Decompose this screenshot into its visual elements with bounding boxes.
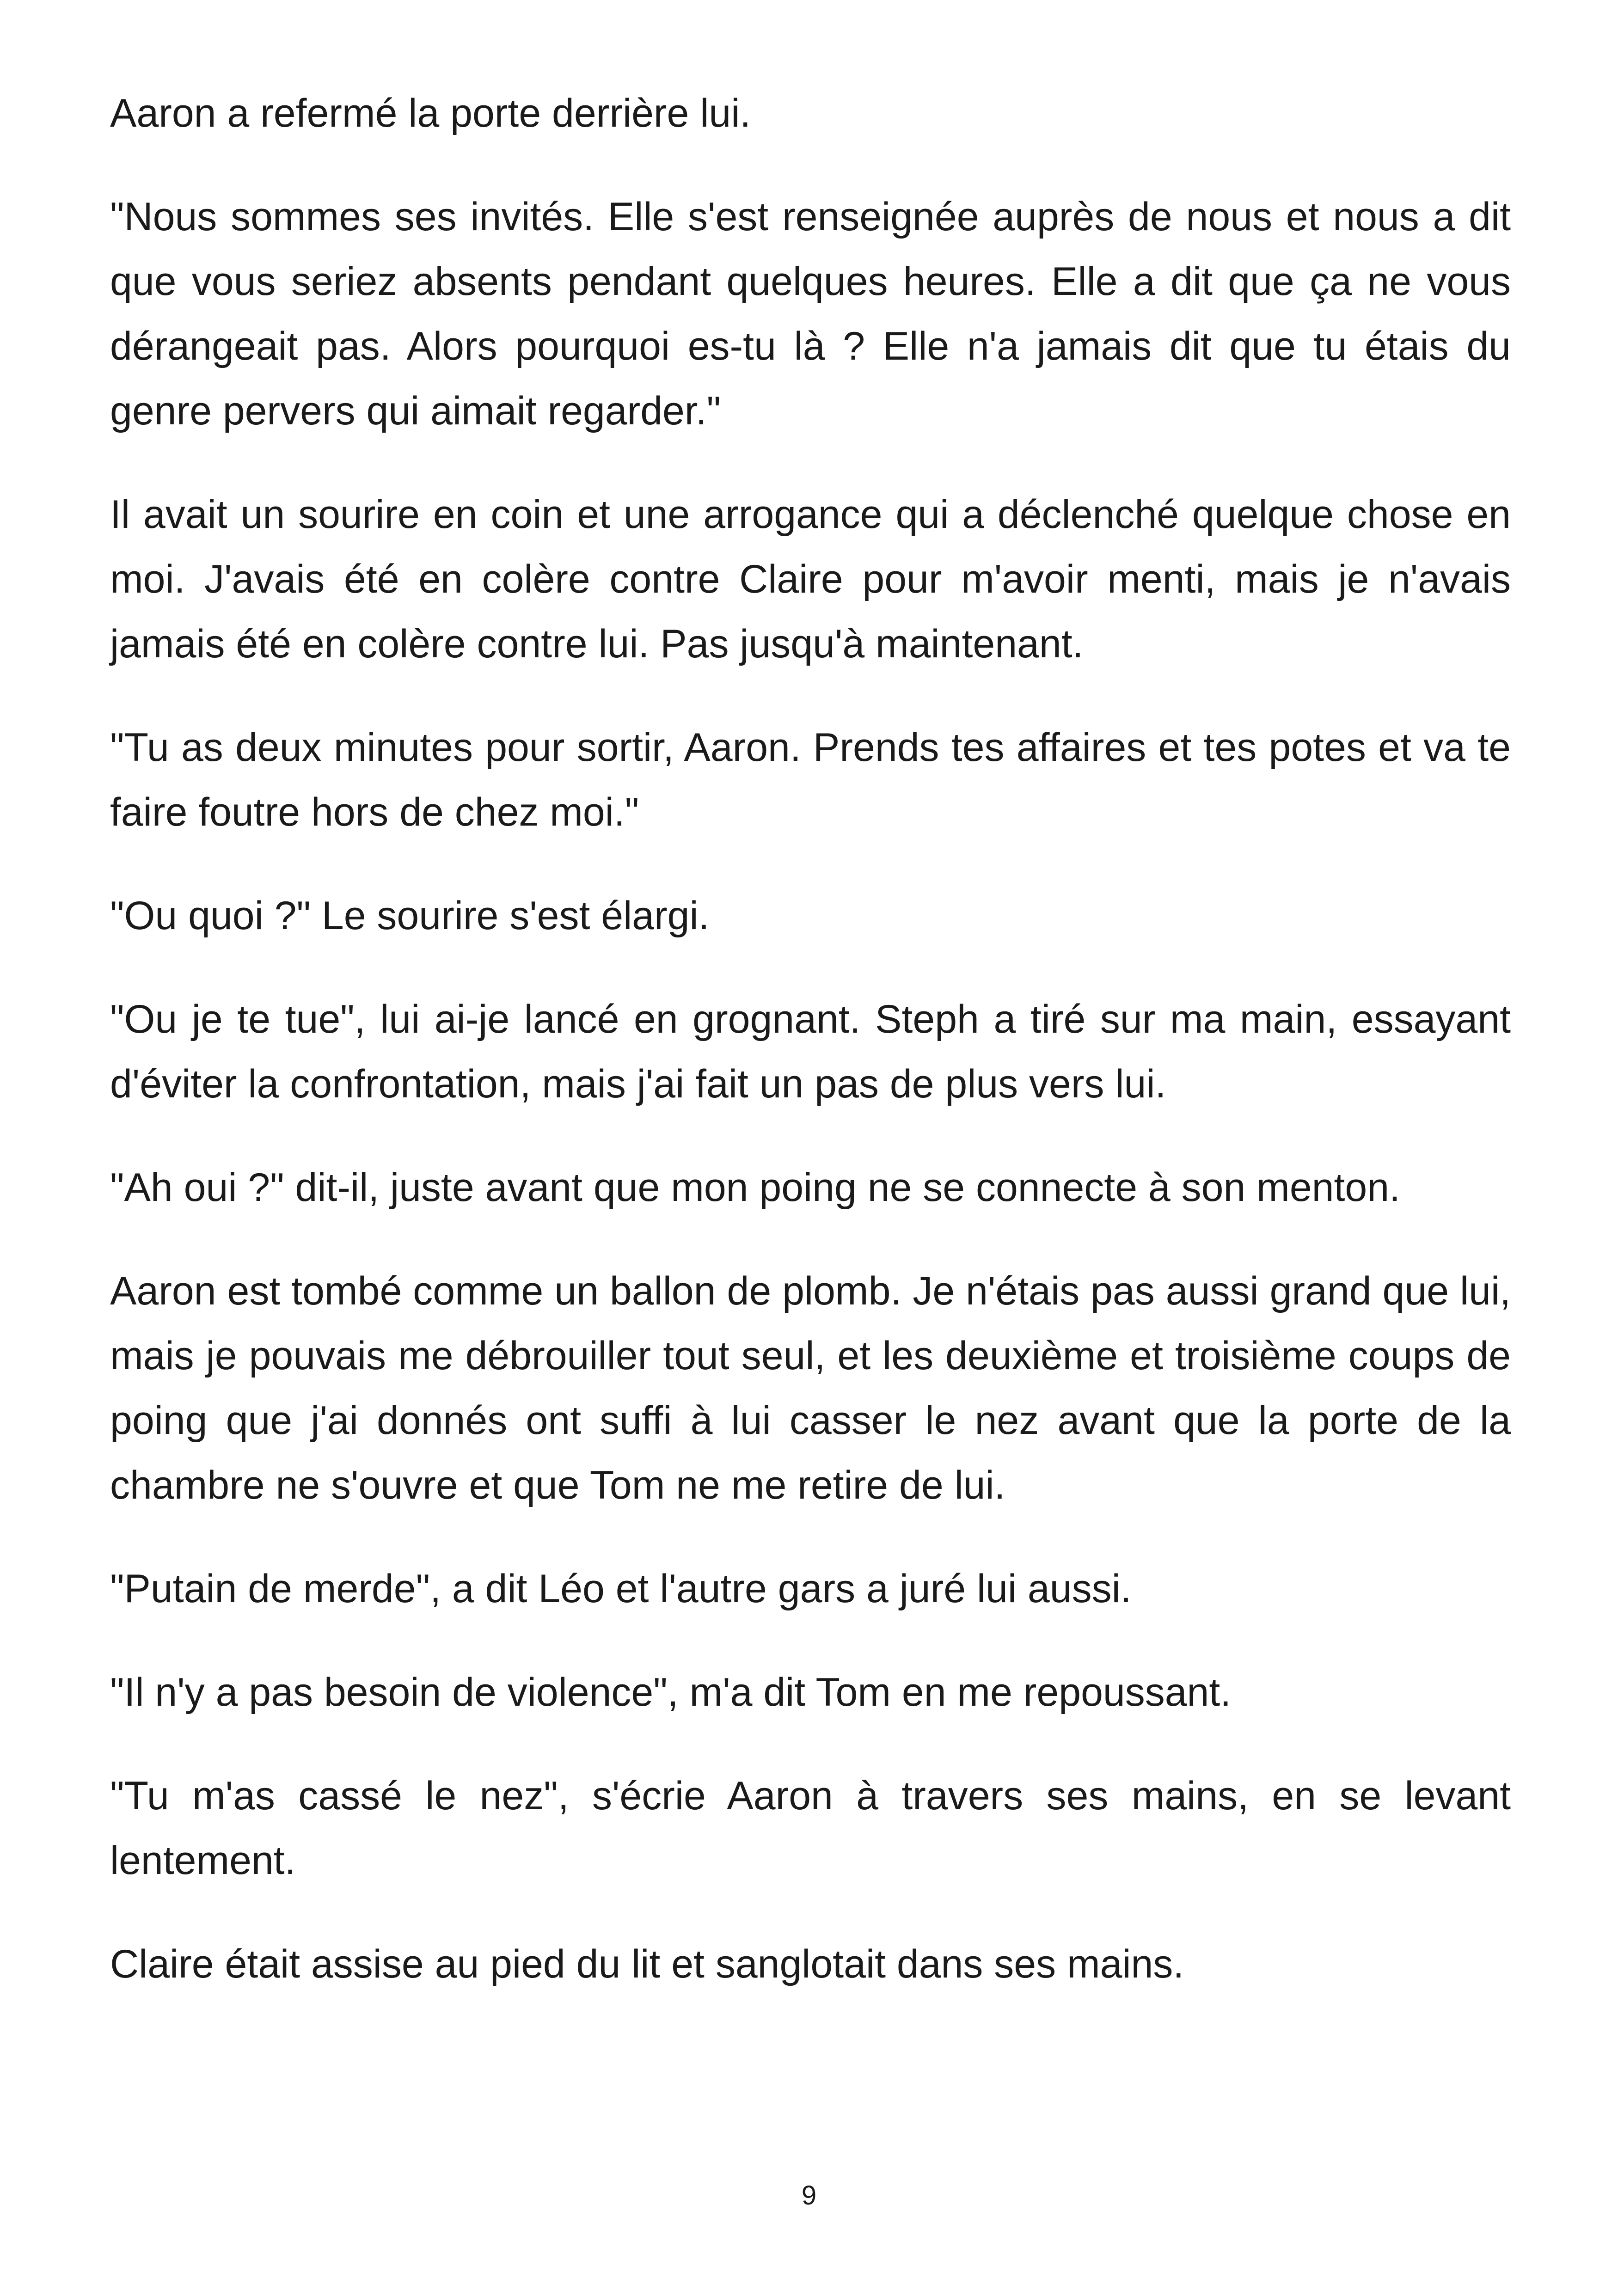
- paragraph-7: "Ah oui ?" dit-il, juste avant que mon poing ne se connecte à son menton.: [110, 1165, 1400, 1210]
- paragraph-1: Aaron a refermé la porte derrière lui.: [110, 91, 751, 135]
- paragraph-6: "Ou je te tue", lui ai-je lancé en grognant. Steph a tiré sur ma main, essayant d'éviter la confrontation, mais j'ai fait un pas de plus vers lui.: [110, 997, 1511, 1106]
- paragraph-10: "Il n'y a pas besoin de violence", m'a dit Tom en me repoussant.: [110, 1670, 1232, 1714]
- paragraph-3: Il avait un sourire en coin et une arrogance qui a déclenché quelque chose en moi. J'avais été en colère contre Claire pour m'avoir menti, mais je n'avais jamais été en colère contre lui. Pas jusqu'à maintenant.: [110, 492, 1511, 666]
- paragraph-4: "Tu as deux minutes pour sortir, Aaron. Prends tes affaires et tes potes et va te faire foutre hors de chez moi.": [110, 725, 1511, 834]
- paragraph-11: "Tu m'as cassé le nez", s'écrie Aaron à travers ses mains, en se levant lentement.: [110, 1774, 1511, 1883]
- paragraph-5: "Ou quoi ?" Le sourire s'est élargi.: [110, 894, 710, 938]
- paragraph-2: "Nous sommes ses invités. Elle s'est renseignée auprès de nous et nous a dit que vous seriez absents pendant quelques heures. Elle a dit que ça ne vous dérangeait pas. Alors pourquoi es-tu là ? Elle n'a jamais dit que tu étais du genre pervers qui aimait regarder.": [110, 195, 1511, 433]
- paragraph-8: Aaron est tombé comme un ballon de plomb. Je n'étais pas aussi grand que lui, mais je pouvais me débrouiller tout seul, et les deuxième et troisième coups de poing que j'ai donnés ont suffi à lui casser le nez avant que la porte de la chambre ne s'ouvre et que Tom ne me retire de lui.: [110, 1269, 1511, 1507]
- paragraph-9: "Putain de merde", a dit Léo et l'autre gars a juré lui aussi.: [110, 1567, 1132, 1611]
- paragraph-12: Claire était assise au pied du lit et sanglotait dans ses mains.: [110, 1942, 1184, 1986]
- page-number: 9: [801, 2180, 817, 2210]
- body-text: [110, 81, 1511, 2035]
